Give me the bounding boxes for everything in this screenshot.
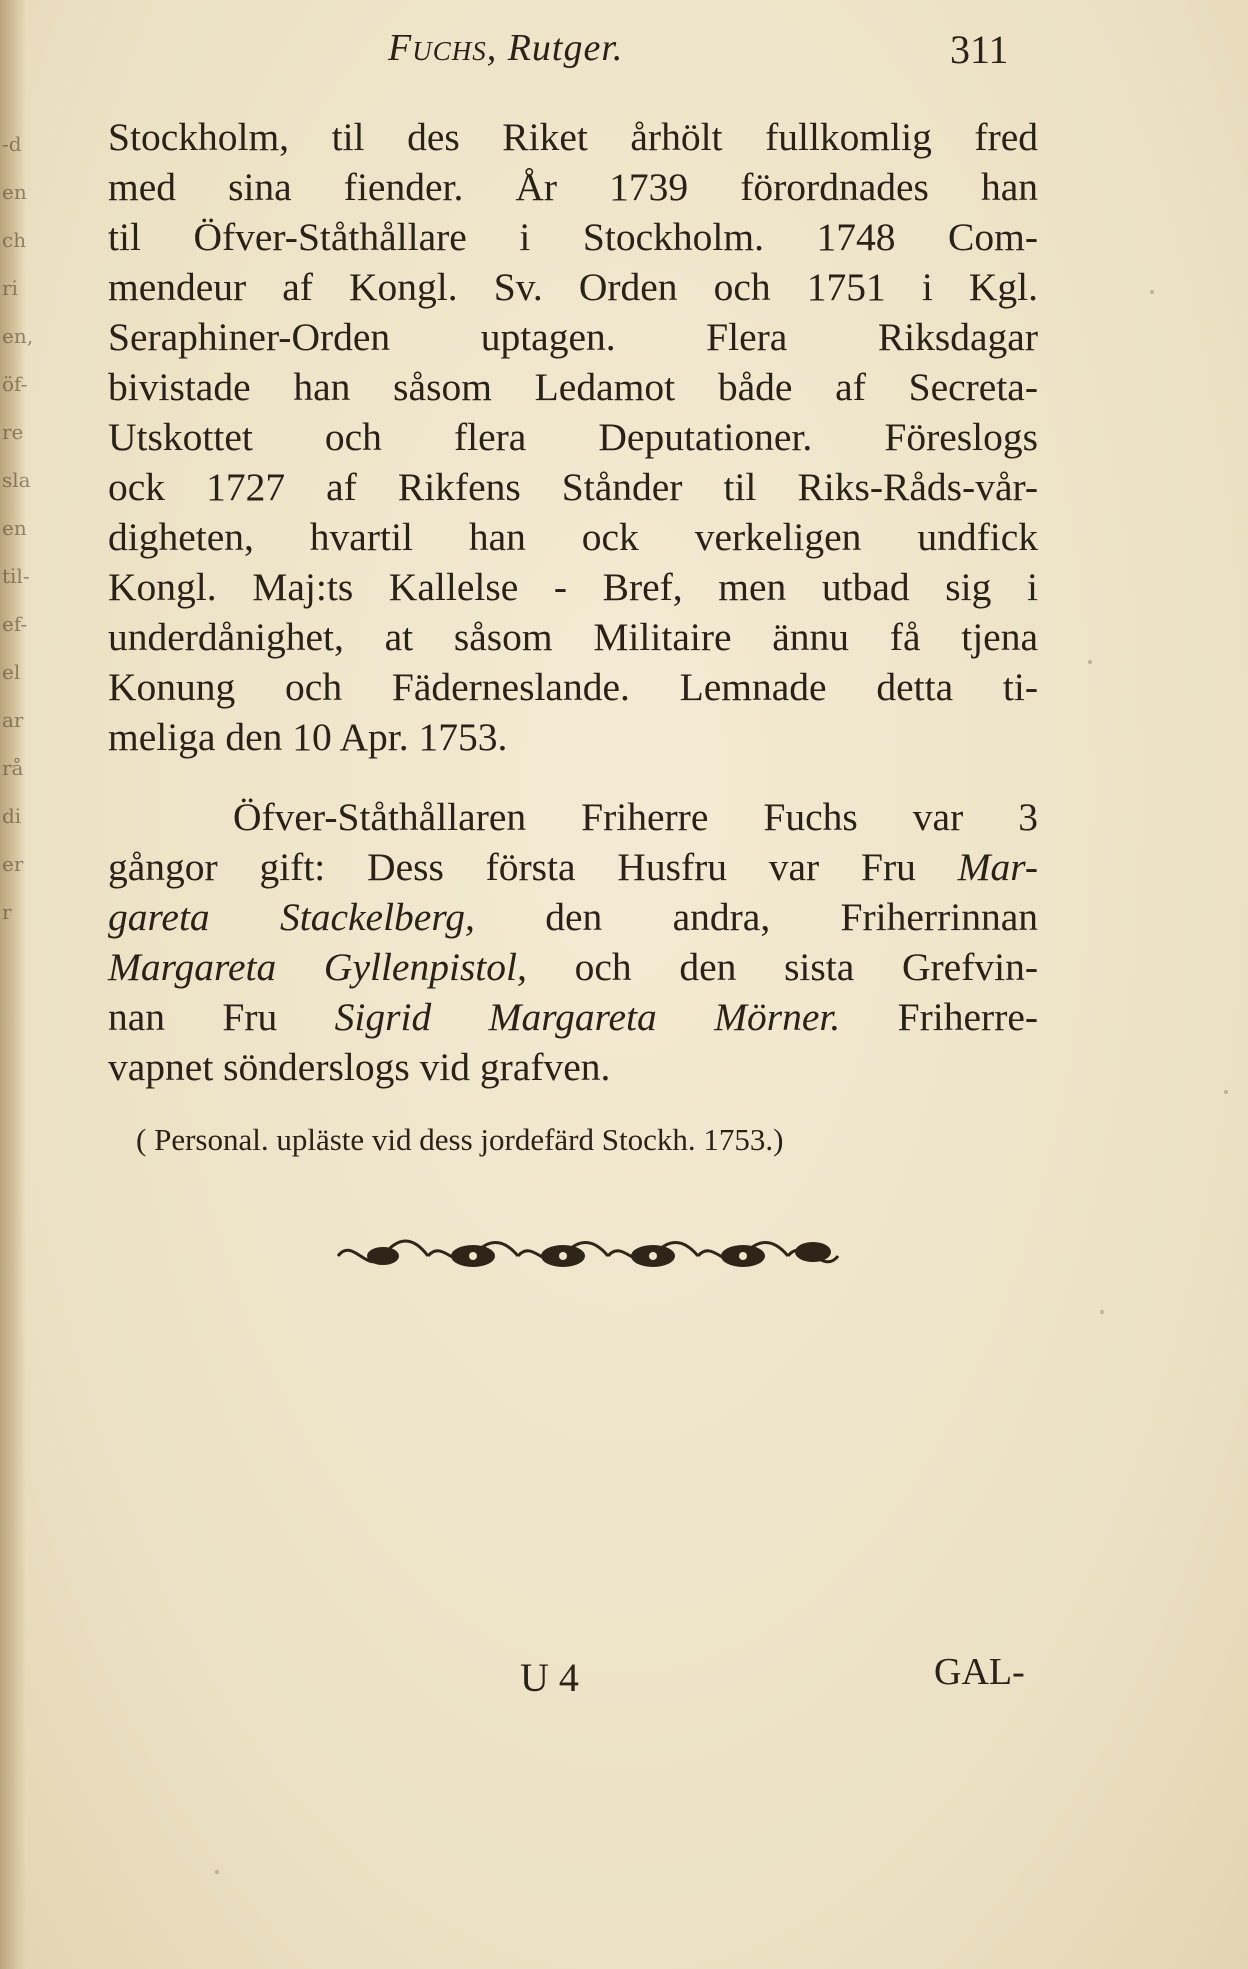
text-line bbox=[108, 992, 1038, 1042]
text-line: bivistade han såsom Ledamot både af Secreta- bbox=[108, 365, 1038, 409]
source-note: ( Personal. upläste vid dess jordefärd Stockh. 1753.) bbox=[136, 1122, 784, 1157]
running-head-given-name: Rutger. bbox=[507, 27, 624, 69]
text-run: gångor gift: Dess första Husfru var Fru bbox=[108, 845, 916, 889]
paragraph-1 bbox=[108, 112, 1038, 762]
text-line bbox=[108, 842, 1038, 892]
signature-mark: U 4 bbox=[520, 1655, 579, 1700]
text-line: mendeur af Kongl. Sv. Orden och 1751 i Kgl. bbox=[108, 265, 1038, 309]
text-line: Kongl. Maj:ts Kallelse - Bref, men utbad sig i bbox=[108, 565, 1038, 609]
paper-speck bbox=[1100, 1310, 1104, 1314]
paper-speck bbox=[1224, 1090, 1228, 1094]
text-run: och den sista Grefvin- bbox=[574, 945, 1038, 989]
ornament-divider bbox=[328, 1226, 848, 1286]
text-line: Stockholm, til des Riket århölt fullkomlig fred bbox=[108, 115, 1038, 159]
text-line: til Öfver-Ståthållare i Stockholm. 1748 Com- bbox=[108, 215, 1038, 259]
text-run: Friherre- bbox=[897, 995, 1039, 1039]
person-name: Margareta Gyllenpistol, bbox=[108, 945, 527, 989]
text-line: Öfver-Ståthållaren Friherre Fuchs var 3 bbox=[233, 795, 1038, 839]
text-line bbox=[108, 942, 1038, 992]
running-head-surname: Fuchs, bbox=[388, 27, 498, 69]
text-line: underdånighet, at såsom Militaire ännu få tjena bbox=[108, 615, 1038, 659]
paper-speck bbox=[1150, 290, 1154, 294]
person-name: gareta Stackelberg, bbox=[108, 895, 475, 939]
running-head bbox=[388, 26, 623, 70]
text-run: nan Fru bbox=[108, 995, 278, 1039]
paragraph-2 bbox=[108, 792, 1038, 1092]
page-number: 311 bbox=[950, 27, 1009, 72]
text-line: meliga den 10 Apr. 1753. bbox=[108, 715, 508, 759]
text-line: ock 1727 af Rikfens Stånder til Riks-Råds-vår- bbox=[108, 465, 1038, 509]
person-name: Sigrid Margareta Mörner. bbox=[334, 995, 841, 1039]
text-line: Seraphiner-Orden uptagen. Flera Riksdagar bbox=[108, 315, 1038, 359]
text-line: digheten, hvartil han ock verkeligen undfick bbox=[108, 515, 1038, 559]
facing-page-fragments: -d en ch ri en, öf- re sla en til- ef- el ar rå di er r bbox=[2, 132, 34, 924]
text-line: Konung och Fäderneslande. Lemnade detta ti- bbox=[108, 665, 1038, 709]
page-gutter bbox=[0, 0, 34, 1969]
catchword: GAL- bbox=[934, 1651, 1025, 1693]
body-text bbox=[108, 112, 1038, 1092]
text-run: den andra, Friherrinnan bbox=[545, 895, 1038, 939]
paper-speck bbox=[215, 1870, 219, 1874]
page-header bbox=[0, 26, 1248, 86]
text-line bbox=[108, 892, 1038, 942]
text-line: vapnet sönderslogs vid grafven. bbox=[108, 1045, 611, 1089]
text-line: Utskottet och flera Deputationer. Föreslogs bbox=[108, 415, 1038, 459]
text-line: med sina fiender. År 1739 förordnades han bbox=[108, 165, 1038, 209]
paper-speck bbox=[1088, 660, 1092, 664]
person-name: Mar- bbox=[957, 845, 1038, 889]
